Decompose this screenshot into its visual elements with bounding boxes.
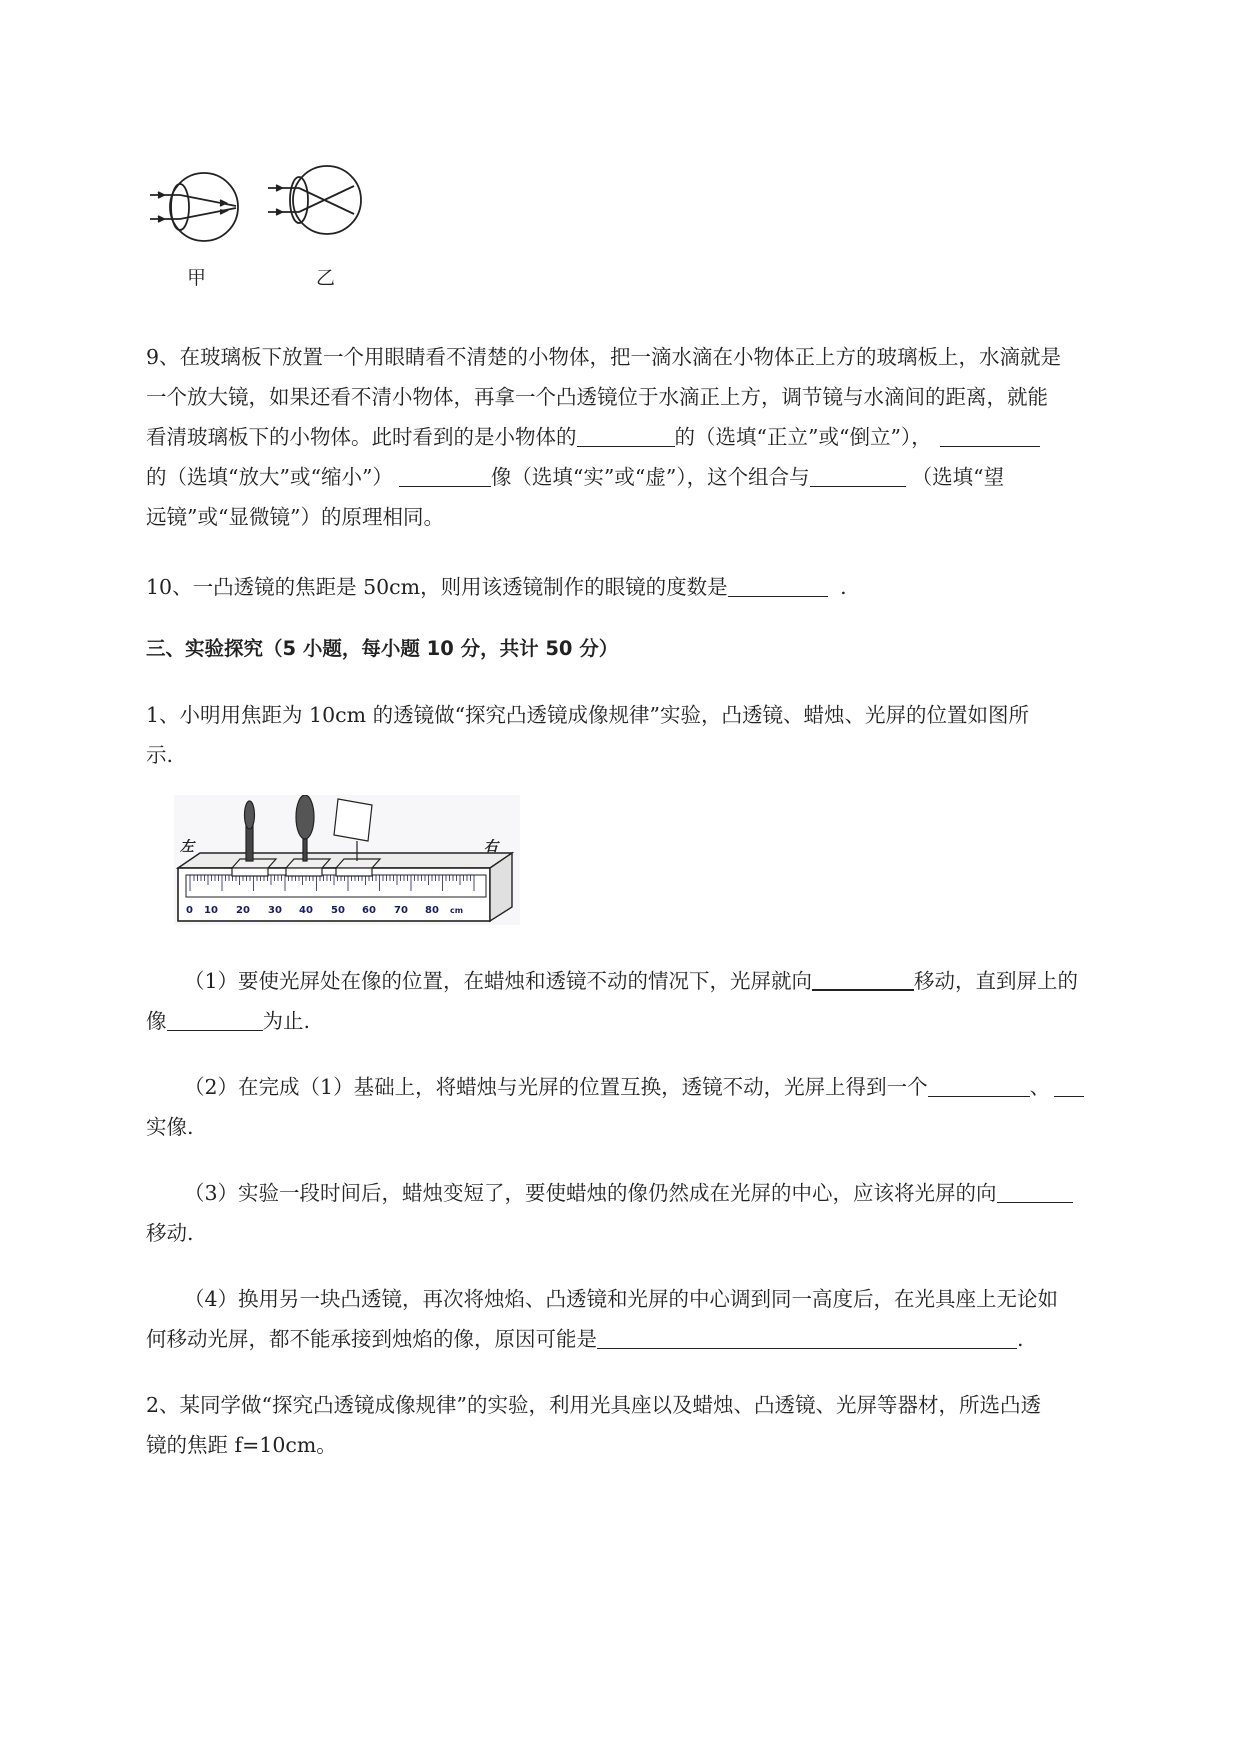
e1-p3-line-1 (184, 1180, 1073, 1206)
q10-text-end: . (833, 575, 847, 599)
q9-blank-size[interactable] (940, 426, 1040, 447)
e1-p2-sep: 、 (1029, 1075, 1051, 1099)
e1-p3-line-2: 移动. (146, 1221, 194, 1245)
eye-diagram (140, 162, 380, 242)
ruler-tick-10: 10 (204, 905, 218, 916)
e1-p2-blank-2[interactable] (1054, 1076, 1084, 1097)
e1-p1-blank-direction[interactable] (812, 969, 914, 991)
e1-p2-text: （2）在完成（1）基础上，将蜡烛与光屏的位置互换，透镜不动，光屏上得到一个 (184, 1075, 928, 1099)
e1-p2-blank-1[interactable] (928, 1076, 1030, 1097)
q9-line-1: 9、在玻璃板下放置一个用眼睛看不清楚的小物体，把一滴水滴在小物体正上方的玻璃板上，水滴就是 (146, 345, 1062, 369)
eye-right (268, 166, 361, 234)
e1-p4-blank-reason[interactable] (597, 1328, 1017, 1349)
e2-line-1: 2、某同学做“探究凸透镜成像规律”的实验，利用光具座以及蜡烛、凸透镜、光屏等器材，所选凸透 (146, 1393, 1042, 1417)
q9-blank-instrument[interactable] (810, 466, 906, 487)
q9-blank-image-type[interactable] (399, 466, 491, 487)
bench-right-label: 右 (484, 839, 498, 855)
e1-p3-text: （3）实验一段时间后，蜡烛变短了，要使蜡烛的像仍然成在光屏的中心，应该将光屏的向 (184, 1181, 997, 1205)
eye-label-left: 甲 (187, 267, 207, 289)
q9-line-3-text-b: 的（选填“正立”或“倒立”）， (674, 425, 932, 449)
e1-p2-line-1 (184, 1074, 1084, 1100)
q10-text: 10、一凸透镜的焦距是 50cm，则用该透镜制作的眼镜的度数是 (146, 575, 728, 599)
e2-line-2: 镜的焦距 f=10cm。 (146, 1433, 337, 1457)
ruler-tick-0: 0 (186, 905, 193, 916)
q10-line (146, 574, 847, 600)
ruler-tick-80: 80 (425, 905, 439, 916)
q9-blank-orientation[interactable] (577, 426, 675, 447)
q9-line-3-text: 看清玻璃板下的小物体。此时看到的是小物体的 (146, 425, 577, 449)
ruler-tick-30: 30 (268, 905, 282, 916)
ruler-tick-60: 60 (362, 905, 376, 916)
e1-line-2: 示. (146, 743, 174, 767)
q9-line-3 (146, 424, 1040, 450)
e1-p1-text-b: 移动，直到屏上的 (914, 969, 1079, 993)
q9-line-4-text-c: （选填“望 (911, 465, 1005, 489)
q9-line-4 (146, 464, 1004, 490)
bench-left-label: 左 (180, 839, 194, 855)
optical-bench-diagram (174, 795, 520, 925)
ruler-tick-70: 70 (394, 905, 408, 916)
e1-p1-line-2 (146, 1008, 310, 1034)
e1-p1-text-c: 像 (146, 1009, 167, 1033)
ruler-unit: cm (450, 906, 464, 915)
e1-p4-line-1: （4）换用另一块凸透镜，再次将烛焰、凸透镜和光屏的中心调到同一高度后，在光具座上无论如 (184, 1287, 1059, 1311)
q10-blank-degree[interactable] (728, 576, 828, 597)
e1-p2-line-2: 实像. (146, 1115, 194, 1139)
e1-p4-end: . (1017, 1327, 1024, 1351)
section-3-title: 三、实验探究（5 小题，每小题 10 分，共计 50 分） (146, 637, 619, 660)
q9-line-5: 远镜”或“显微镜”）的原理相同。 (146, 505, 444, 529)
e1-line-1: 1、小明用焦距为 10cm 的透镜做“探究凸透镜成像规律”实验，凸透镜、蜡烛、光屏的位置如图所 (146, 703, 1030, 727)
eye-left (150, 173, 238, 241)
e1-p3-blank-direction[interactable] (997, 1182, 1073, 1203)
e1-p4-line-2 (146, 1326, 1024, 1352)
q9-line-2: 一个放大镜，如果还看不清小物体，再拿一个凸透镜位于水滴正上方，调节镜与水滴间的距离，就能 (146, 385, 1048, 409)
q9-line-4-text-b: 像（选填“实”或“虚”），这个组合与 (490, 465, 810, 489)
e1-p4-text: 何移动光屏，都不能承接到烛焰的像，原因可能是 (146, 1327, 597, 1351)
e1-p1-text-d: 为止. (262, 1009, 311, 1033)
e1-p1-blank-image[interactable] (167, 1010, 263, 1031)
eye-label-right: 乙 (316, 267, 336, 289)
ruler-tick-50: 50 (331, 905, 345, 916)
ruler-tick-40: 40 (299, 905, 313, 916)
e1-p1-line-1 (184, 968, 1078, 994)
q9-line-4-text: 的（选填“放大”或“缩小”） (146, 465, 393, 489)
e1-p1-text: （1）要使光屏处在像的位置，在蜡烛和透镜不动的情况下，光屏就向 (184, 969, 813, 993)
ruler-tick-20: 20 (236, 905, 250, 916)
